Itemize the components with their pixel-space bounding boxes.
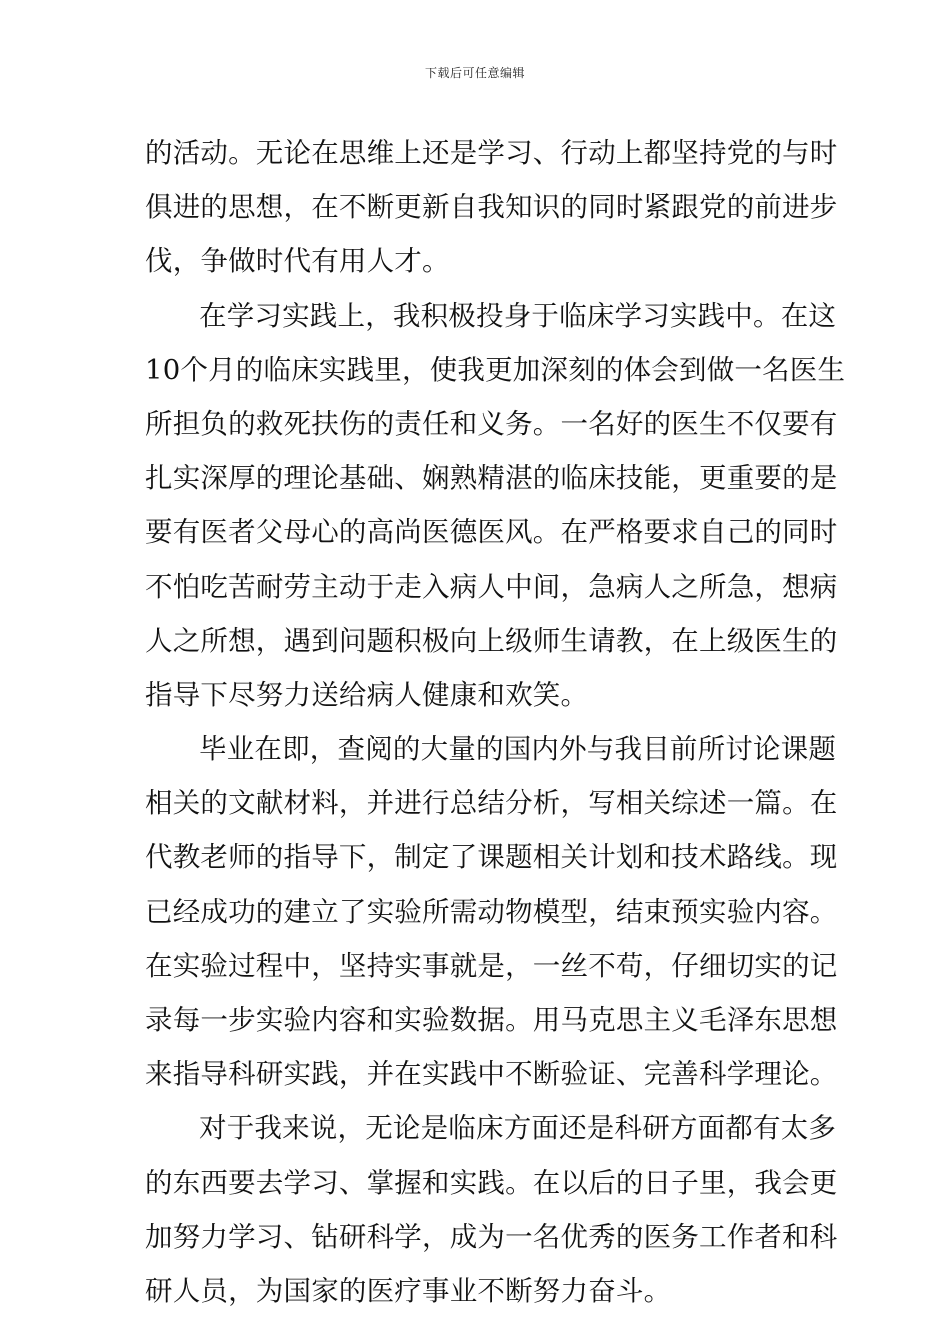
text-line: 录每一步实验内容和实验数据。用马克思主义毛泽东思想 (145, 1004, 838, 1036)
paragraph-first-line: 对于我来说，无论是临床方面还是科研方面都有太多 (199, 1112, 837, 1145)
text-line: 的东西要去学习、掌握和实践。在以后的日子里，我会更 (145, 1166, 838, 1199)
text-line: 指导下尽努力送给病人健康和欢笑。 (145, 678, 589, 711)
text-line: 来指导科研实践，并在实践中不断验证、完善科学理论。 (145, 1058, 838, 1091)
text-line: 相关的文献材料，并进行总结分析，写相关综述一篇。在 (145, 787, 838, 820)
text-line: 不怕吃苦耐劳主动于走入病人中间，急病人之所急，想病 (145, 570, 838, 603)
text-line: 俱进的思想，在不断更新自我知识的同时紧跟党的前进步 (145, 191, 838, 224)
text-line: 在实验过程中，坚持实事就是，一丝不苟，仔细切实的记 (145, 949, 838, 982)
text-line: 要有医者父母心的高尚医德医风。在严格要求自己的同时 (145, 516, 838, 549)
text-line: 研人员，为国家的医疗事业不断努力奋斗。 (145, 1274, 672, 1307)
text-line: 扎实深厚的理论基础、娴熟精湛的临床技能，更重要的是 (145, 462, 838, 495)
text-line: 人之所想，遇到问题积极向上级师生请教，在上级医生的 (145, 624, 838, 657)
text-line: 伐，争做时代有用人才。 (145, 245, 450, 278)
header-note: 下载后可任意编辑 (424, 66, 525, 80)
page-body (145, 126, 846, 1318)
text-line: 10个月的临床实践里，使我更加深刻的体会到做一名医生 (145, 353, 846, 386)
text-line: 的活动。无论在思维上还是学习、行动上都坚持党的与时 (145, 137, 838, 169)
text-line: 已经成功的建立了实验所需动物模型，结束预实验内容。 (145, 895, 838, 928)
paragraph-first-line: 在学习实践上，我积极投身于临床学习实践中。在这 (199, 299, 837, 332)
text-line: 加努力学习、钻研科学，成为一名优秀的医务工作者和科 (145, 1220, 838, 1253)
paragraph-first-line: 毕业在即，查阅的大量的国内外与我目前所讨论课题 (199, 733, 837, 766)
text-line: 代教老师的指导下，制定了课题相关计划和技术路线。现 (145, 841, 838, 874)
text-line: 所担负的救死扶伤的责任和义务。一名好的医生不仅要有 (145, 407, 838, 440)
